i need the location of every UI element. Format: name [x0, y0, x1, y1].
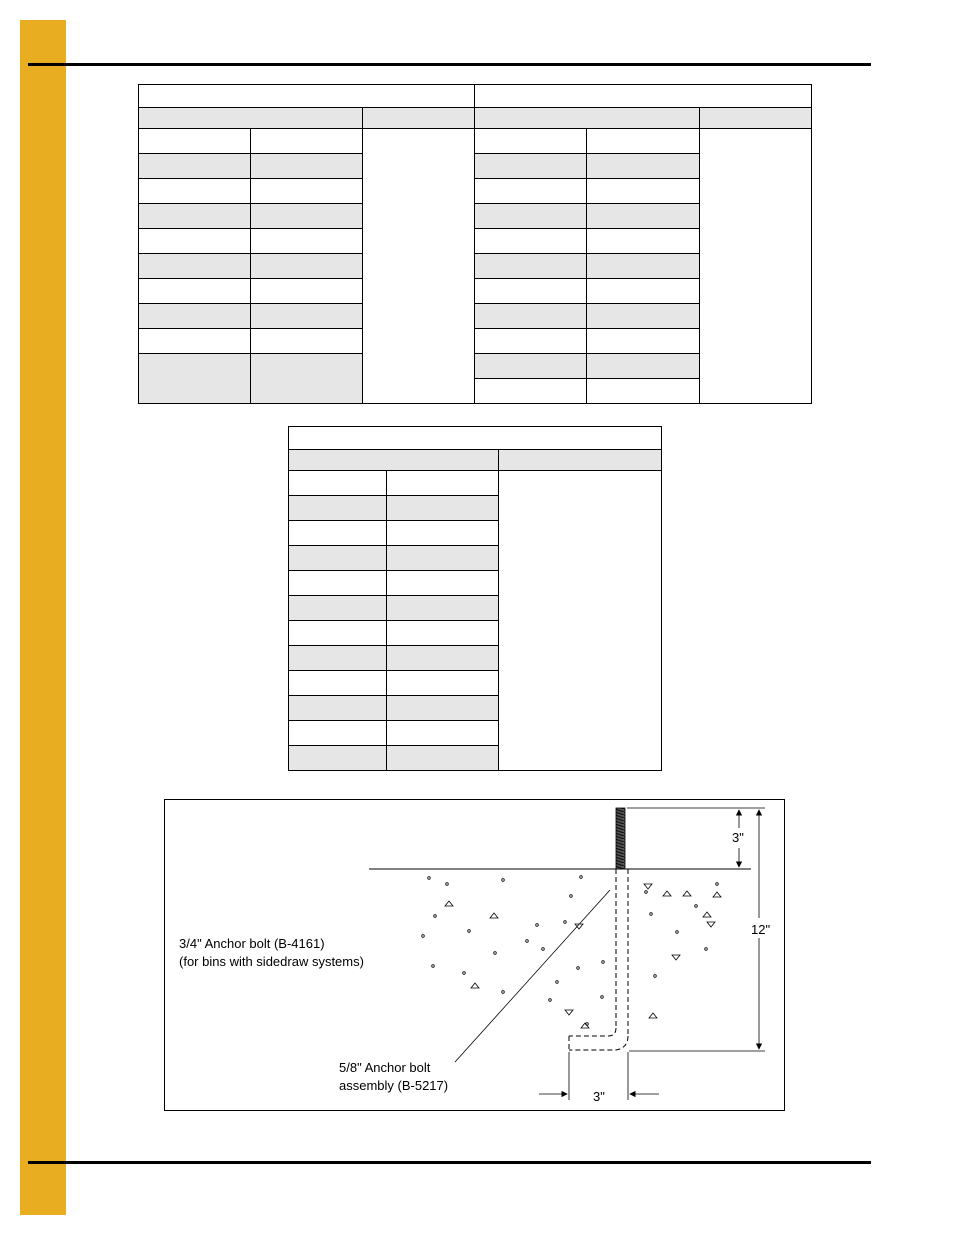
- anchor-bolt-drawing: [165, 800, 786, 1112]
- table-header-cell: [363, 108, 475, 129]
- label-5-8-anchor-bolt-line1: 5/8" Anchor bolt: [339, 1060, 431, 1075]
- anchor-bolt-table-bottom: [288, 426, 662, 771]
- dimension-hook-3in-label: 3": [593, 1089, 605, 1104]
- label-3-4-anchor-bolt-line2: (for bins with sidedraw systems): [179, 954, 364, 969]
- dimension-top-3in-label: 3": [732, 830, 744, 845]
- footer-rule: [28, 1161, 871, 1164]
- table-merged-cell: [363, 129, 475, 404]
- table-title-cell-right: [475, 85, 812, 108]
- table-header-cell: [289, 450, 499, 471]
- table-header-cell: [475, 108, 700, 129]
- table-merged-cell: [700, 129, 812, 404]
- table-header-row: [139, 108, 812, 129]
- anchor-bolt-diagram: [164, 799, 785, 1111]
- dimension-depth-12in: [629, 810, 765, 1051]
- table-header-cell: [700, 108, 812, 129]
- table-title-cell: [289, 427, 662, 450]
- table-header-cell: [139, 108, 363, 129]
- dimension-depth-12in-label: 12": [751, 922, 771, 937]
- chapter-side-tab: [20, 20, 66, 1215]
- table-title-row: [289, 427, 662, 450]
- anchor-bolt-table-top: [138, 84, 812, 404]
- table-header-row: [289, 450, 662, 471]
- table-row: [289, 471, 662, 496]
- table-row: [139, 129, 812, 154]
- table-merged-cell: [499, 471, 662, 771]
- label-3-4-anchor-bolt-line1: 3/4" Anchor bolt (B-4161): [179, 936, 325, 951]
- label-5-8-anchor-bolt-line2: assembly (B-5217): [339, 1078, 449, 1093]
- table-title-row: [139, 85, 812, 108]
- header-rule: [28, 63, 871, 66]
- concrete-aggregate: [422, 876, 721, 1028]
- embedded-bolt-hidden-lines: [569, 869, 628, 1050]
- dimension-top-3in: [627, 808, 765, 867]
- table-header-cell: [499, 450, 662, 471]
- table-title-cell-left: [139, 85, 475, 108]
- threaded-bolt: [616, 808, 625, 869]
